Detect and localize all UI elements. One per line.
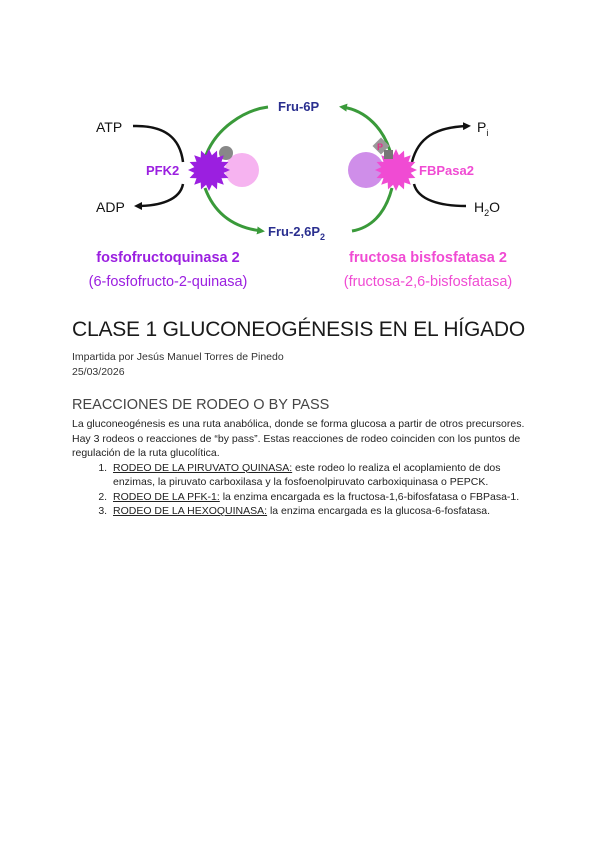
pi-label: $P_i$ (477, 119, 489, 138)
h2o-arrow (414, 184, 466, 206)
date-line: 25/03/2026 (72, 366, 125, 378)
list-item (110, 504, 532, 519)
phospho-label: P (377, 142, 384, 152)
document-body (72, 318, 532, 519)
enzyme2-name: fructosa bisfosfatasa 2 (349, 250, 507, 266)
item-text: la enzima encargada es la glucosa-6-fosfatasa. (267, 505, 491, 517)
arc-left-top (205, 107, 268, 158)
adp-label: ADP (96, 199, 125, 215)
fru6p-label: Fru-6P (278, 99, 320, 114)
enzyme1-alt: (6-fosfofructo-2-quinasa) (88, 274, 248, 290)
atp-arrow (133, 126, 183, 162)
item-lead: RODEO DE LA HEXOQUINASA: (113, 505, 268, 517)
item-lead: RODEO DE LA PIRUVATO QUINASA: (113, 461, 293, 474)
pfk2-fbpasa2-diagram (0, 80, 600, 295)
atp-label: ATP (96, 119, 123, 135)
list-item (110, 461, 532, 490)
fru26p2-label: Fru-$2,6P_2$ (268, 224, 326, 242)
pi-arrow (412, 126, 468, 162)
fbpasa2-label: FBPasa2 (419, 163, 474, 178)
pfk2-label: PFK2 (146, 163, 180, 178)
h2o-label: $H_2O$ (474, 199, 501, 218)
item-lead: RODEO DE LA PFK-1: (113, 490, 220, 503)
enzyme2-alt: (fructosa-2,6-bisfosfatasa) (343, 274, 513, 290)
section-heading: REACCIONES DE RODEO O BY PASS (72, 397, 330, 413)
intro-paragraph: La gluconeogénesis es una ruta anabólica, donde se forma glucosa a partir de otros precursores. Hay 3 rodeos o reacciones de “by pass”. Estas reacciones de rodeo coinciden con los puntos de regulación de la ruta glucolítica. (72, 418, 525, 459)
arc-left-bottom (205, 188, 262, 231)
arc-right-bottom (352, 188, 392, 231)
item-text: este rodeo lo realiza el acoplamiento de dos enzimas, la piruvato carboxilasa y la fosfoenolpiruvato carboxiquinasa o PEPCK. (113, 461, 501, 488)
bypass-list (72, 461, 532, 519)
list-item (110, 490, 532, 505)
page-title: CLASE 1 GLUCONEOGÉNESIS EN EL HÍGADO (72, 318, 525, 341)
author-line: Impartida por Jesús Manuel Torres de Pinedo (72, 351, 284, 363)
pfk2-star (188, 149, 230, 191)
fbpasa2-star (375, 149, 417, 191)
meta-block (72, 350, 532, 380)
adp-arrow (137, 184, 183, 206)
enzyme1-name: fosfofructoquinasa 2 (96, 250, 240, 266)
item-text: la enzima encargada es la fructosa-1,6-bifosfatasa o FBPasa-1. (219, 490, 520, 503)
